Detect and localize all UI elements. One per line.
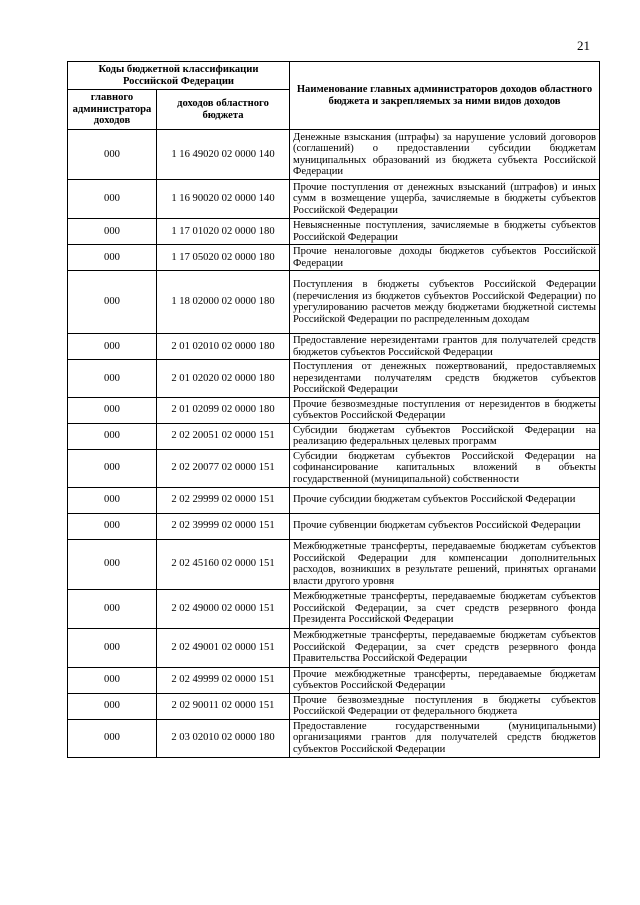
revenue-code-cell: 2 01 02010 02 0000 180 <box>157 334 290 360</box>
admin-code-cell: 000 <box>68 334 157 360</box>
table-row <box>68 397 600 423</box>
table-row <box>68 245 600 271</box>
admin-code-cell: 000 <box>68 667 157 693</box>
table-row <box>68 360 600 398</box>
revenue-name-cell: Прочие неналоговые доходы бюджетов субъектов Российской Федерации <box>290 245 600 271</box>
admin-code-cell: 000 <box>68 397 157 423</box>
revenue-name-cell: Прочие субсидии бюджетам субъектов Российской Федерации <box>290 487 600 513</box>
admin-code-cell: 000 <box>68 130 157 180</box>
revenue-code-cell: 2 02 20051 02 0000 151 <box>157 423 290 449</box>
header-revenue-code: доходов областного бюджета <box>157 90 290 130</box>
revenue-code-cell: 2 03 02010 02 0000 180 <box>157 719 290 757</box>
revenue-code-cell: 2 02 39999 02 0000 151 <box>157 513 290 539</box>
admin-code-cell: 000 <box>68 180 157 219</box>
table-row <box>68 693 600 719</box>
table-row <box>68 628 600 667</box>
table-row <box>68 589 600 628</box>
admin-code-cell: 000 <box>68 539 157 589</box>
revenue-code-cell: 1 16 49020 02 0000 140 <box>157 130 290 180</box>
revenue-name-cell: Предоставление государственными (муниципальными) организациями грантов для получателей средств бюджетов субъектов Российской Федерации <box>290 719 600 757</box>
revenue-code-cell: 2 02 90011 02 0000 151 <box>157 693 290 719</box>
revenue-code-cell: 1 18 02000 02 0000 180 <box>157 271 290 334</box>
revenue-name-cell: Субсидии бюджетам субъектов Российской Федерации на софинансирование капитальных вложений в объекты государственной (муниципальной) собственности <box>290 449 600 487</box>
revenue-code-cell: 2 02 29999 02 0000 151 <box>157 487 290 513</box>
table-row <box>68 271 600 334</box>
revenue-name-cell: Денежные взыскания (штрафы) за нарушение условий договоров (соглашений) о предоставлении субсидии бюджетам муниципальных образований из бюджета субъекта Российской Федерации <box>290 130 600 180</box>
admin-code-cell: 000 <box>68 219 157 245</box>
revenue-name-cell: Предоставление нерезидентами грантов для получателей средств бюджетов субъектов Российской Федерации <box>290 334 600 360</box>
revenue-code-cell: 2 01 02020 02 0000 180 <box>157 360 290 398</box>
revenue-name-cell: Невыясненные поступления, зачисляемые в бюджеты субъектов Российской Федерации <box>290 219 600 245</box>
table-row <box>68 487 600 513</box>
table-row <box>68 719 600 757</box>
table-row <box>68 334 600 360</box>
table-row <box>68 449 600 487</box>
admin-code-cell: 000 <box>68 487 157 513</box>
revenue-code-cell: 2 02 49001 02 0000 151 <box>157 628 290 667</box>
revenue-name-cell: Поступления в бюджеты субъектов Российской Федерации (перечисления из бюджетов субъектов Российской Федерации) по урегулированию расчетов между бюджетами бюджетной системы Российской Федерации по распределенным доходам <box>290 271 600 334</box>
table-row <box>68 667 600 693</box>
revenue-name-cell: Субсидии бюджетам субъектов Российской Федерации на реализацию федеральных целевых программ <box>290 423 600 449</box>
revenue-name-cell: Межбюджетные трансферты, передаваемые бюджетам субъектов Российской Федерации для компенсации дополнительных расходов, возникших в результате решений, принятых органами власти другого уровня <box>290 539 600 589</box>
table-row <box>68 219 600 245</box>
admin-code-cell: 000 <box>68 449 157 487</box>
revenue-name-cell: Прочие безвозмездные поступления от нерезидентов в бюджеты субъектов Российской Федерации <box>290 397 600 423</box>
revenue-name-cell: Прочие поступления от денежных взысканий (штрафов) и иных сумм в возмещение ущерба, зачисляемые в бюджеты субъектов Российской Федерации <box>290 180 600 219</box>
table-row <box>68 539 600 589</box>
revenue-name-cell: Прочие межбюджетные трансферты, передаваемые бюджетам субъектов Российской Федерации <box>290 667 600 693</box>
header-admin-code: главного администратора доходов <box>68 90 157 130</box>
revenue-name-cell: Межбюджетные трансферты, передаваемые бюджетам субъектов Российской Федерации, за счет средств резервного фонда Правительства Российской Федерации <box>290 628 600 667</box>
admin-code-cell: 000 <box>68 589 157 628</box>
header-name: Наименование главных администраторов доходов областного бюджета и закрепляемых за ними видов доходов <box>290 62 600 130</box>
budget-classification-table <box>67 61 600 758</box>
page-number: 21 <box>577 38 590 53</box>
table-row <box>68 180 600 219</box>
admin-code-cell: 000 <box>68 360 157 398</box>
table-row <box>68 513 600 539</box>
revenue-code-cell: 2 02 45160 02 0000 151 <box>157 539 290 589</box>
admin-code-cell: 000 <box>68 513 157 539</box>
revenue-name-cell: Поступления от денежных пожертвований, предоставляемых нерезидентами получателям средств бюджетов субъектов Российской Федерации <box>290 360 600 398</box>
admin-code-cell: 000 <box>68 628 157 667</box>
admin-code-cell: 000 <box>68 693 157 719</box>
revenue-name-cell: Межбюджетные трансферты, передаваемые бюджетам субъектов Российской Федерации, за счет средств резервного фонда Президента Российской Федерации <box>290 589 600 628</box>
revenue-code-cell: 1 17 01020 02 0000 180 <box>157 219 290 245</box>
revenue-code-cell: 1 17 05020 02 0000 180 <box>157 245 290 271</box>
revenue-name-cell: Прочие субвенции бюджетам субъектов Российской Федерации <box>290 513 600 539</box>
table-row <box>68 130 600 180</box>
revenue-code-cell: 2 02 49000 02 0000 151 <box>157 589 290 628</box>
admin-code-cell: 000 <box>68 423 157 449</box>
header-codes-group: Коды бюджетной классификации Российской Федерации <box>68 62 290 90</box>
revenue-code-cell: 2 02 49999 02 0000 151 <box>157 667 290 693</box>
revenue-name-cell: Прочие безвозмездные поступления в бюджеты субъектов Российской Федерации от федерального бюджета <box>290 693 600 719</box>
admin-code-cell: 000 <box>68 719 157 757</box>
table-row <box>68 423 600 449</box>
revenue-code-cell: 2 02 20077 02 0000 151 <box>157 449 290 487</box>
revenue-code-cell: 1 16 90020 02 0000 140 <box>157 180 290 219</box>
admin-code-cell: 000 <box>68 271 157 334</box>
admin-code-cell: 000 <box>68 245 157 271</box>
revenue-code-cell: 2 01 02099 02 0000 180 <box>157 397 290 423</box>
